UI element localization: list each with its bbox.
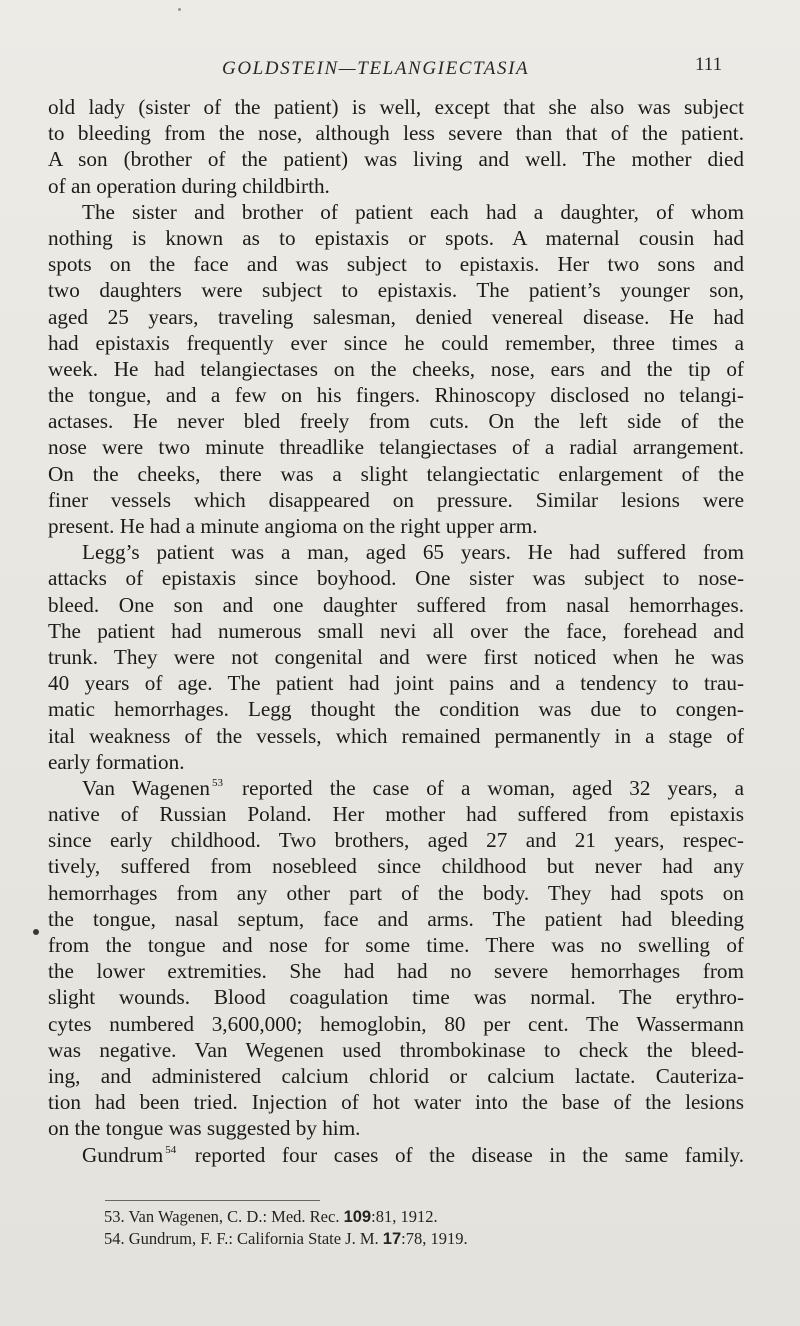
text-line: the lower extremities. She had had no severe hemorrhages from: [48, 959, 744, 984]
footnote-53: [104, 1206, 664, 1228]
paragraph: [48, 775, 748, 1142]
text-line: bleed. One son and one daughter suffered from nasal hemorrhages.: [48, 592, 744, 617]
footnote-pages: :78, 1919.: [401, 1228, 468, 1248]
footnote-rule: [105, 1200, 320, 1201]
print-speck: [178, 8, 181, 11]
text-line: nothing is known as to epistaxis or spots. A maternal cousin had: [48, 225, 744, 250]
footnotes: [104, 1206, 664, 1249]
text-line: to bleeding from the nose, although less severe than that of the patient.: [48, 121, 744, 146]
text-line: tion had been tried. Injection of hot water into the base of the lesions: [48, 1090, 744, 1115]
text-line: ital weakness of the vessels, which remained permanently in a stage of: [48, 723, 744, 748]
text-line: hemorrhages from any other part of the body. They had spots on: [48, 880, 744, 905]
footnote-volume: 109: [343, 1208, 372, 1226]
text-line: ing, and administered calcium chlorid or calcium lactate. Cauteriza-: [48, 1063, 744, 1088]
text-line: trunk. They were not congenital and were first noticed when he was: [48, 644, 744, 669]
body-text: [48, 94, 748, 1168]
text-line: the tongue, nasal septum, face and arms. The patient had bleeding: [48, 906, 744, 931]
text-line: slight wounds. Blood coagulation time was normal. The erythro-: [48, 985, 744, 1010]
text-line: matic hemorrhages. Legg thought the condition was due to congen-: [48, 697, 744, 722]
footnote-54: [104, 1228, 664, 1250]
text-line: tively, suffered from nosebleed since childhood but never had any: [48, 854, 744, 879]
text-line: two daughters were subject to epistaxis. The patient’s younger son,: [48, 278, 744, 303]
text-line: The sister and brother of patient each had a daughter, of whom: [82, 199, 744, 224]
paragraph: [48, 1142, 748, 1168]
text-line: The patient had numerous small nevi all over the face, forehead and: [48, 618, 744, 643]
running-head: [0, 54, 800, 84]
footnote-journal: Med. Rec.: [271, 1207, 340, 1226]
text-line: the tongue, and a few on his fingers. Rhinoscopy disclosed no telangi-: [48, 383, 744, 408]
text-line: nose were two minute threadlike telangiectases of a radial arrangement.: [48, 435, 744, 460]
text-line: from the tongue and nose for some time. There was no swelling of: [48, 933, 744, 957]
text-line: spots on the face and was subject to epistaxis. Her two sons and: [48, 252, 744, 277]
reference-marker: 54: [165, 1143, 177, 1156]
text-fragment: reported four cases of the disease in the same family.: [194, 1142, 745, 1167]
paragraph: [48, 199, 748, 539]
text-line: actases. He never bled freely from cuts. On the left side of the: [48, 409, 744, 434]
footnote-pages: :81, 1912.: [371, 1207, 438, 1226]
paragraph: [48, 539, 748, 775]
text-line: present. He had a minute angioma on the right upper arm.: [48, 514, 538, 538]
text-line: since early childhood. Two brothers, aged 27 and 21 years, respec-: [48, 828, 744, 853]
reference-marker: 53: [211, 776, 223, 789]
text-line: native of Russian Poland. Her mother had suffered from epistaxis: [48, 802, 744, 827]
citation-author: Van Wagenen: [82, 775, 210, 800]
text-line: week. He had telangiectases on the cheeks, nose, ears and the tip of: [48, 356, 744, 381]
text-line: old lady (sister of the patient) is well, except that she also was subject: [48, 95, 744, 119]
page-number: 111: [695, 54, 723, 75]
text-line: on the tongue was suggested by him.: [48, 1116, 361, 1141]
footnote-author: Van Wagenen, C. D.:: [128, 1207, 268, 1226]
footnote-author: Gundrum, F. F.:: [128, 1228, 233, 1248]
text-line: cytes numbered 3,600,000; hemoglobin, 80 per cent. The Wassermann: [48, 1011, 744, 1036]
text-fragment: reported the case of a woman, aged 32 years, a: [242, 775, 745, 800]
print-speck: [33, 929, 39, 935]
text-line: [48, 775, 744, 801]
text-line: 40 years of age. The patient had joint pains and a tendency to trau-: [48, 671, 744, 696]
paragraph: [48, 94, 748, 199]
running-title: GOLDSTEIN—TELANGIECTASIA: [222, 58, 530, 79]
text-line: attacks of epistaxis since boyhood. One sister was subject to nose-: [48, 566, 744, 591]
text-line: aged 25 years, traveling salesman, denied venereal disease. He had: [48, 304, 744, 329]
text-line: Legg’s patient was a man, aged 65 years. He had suffered from: [82, 540, 744, 565]
footnote-journal: California State J. M.: [237, 1228, 379, 1248]
text-line: [48, 1142, 744, 1168]
text-line: of an operation during childbirth.: [48, 173, 330, 198]
text-line: finer vessels which disappeared on pressure. Similar lesions were: [48, 487, 744, 512]
footnote-number: 54.: [104, 1228, 125, 1248]
text-line: had epistaxis frequently ever since he could remember, three times a: [48, 330, 744, 355]
footnote-volume: 17: [382, 1229, 402, 1248]
citation-author: Gundrum: [82, 1142, 164, 1167]
text-line: A son (brother of the patient) was living and well. The mother died: [48, 147, 744, 172]
text-line: early formation.: [48, 749, 185, 774]
text-line: On the cheeks, there was a slight telangiectatic enlargement of the: [48, 461, 744, 486]
footnote-number: 53.: [104, 1207, 125, 1226]
text-line: was negative. Van Wegenen used thrombokinase to check the bleed-: [48, 1037, 744, 1062]
